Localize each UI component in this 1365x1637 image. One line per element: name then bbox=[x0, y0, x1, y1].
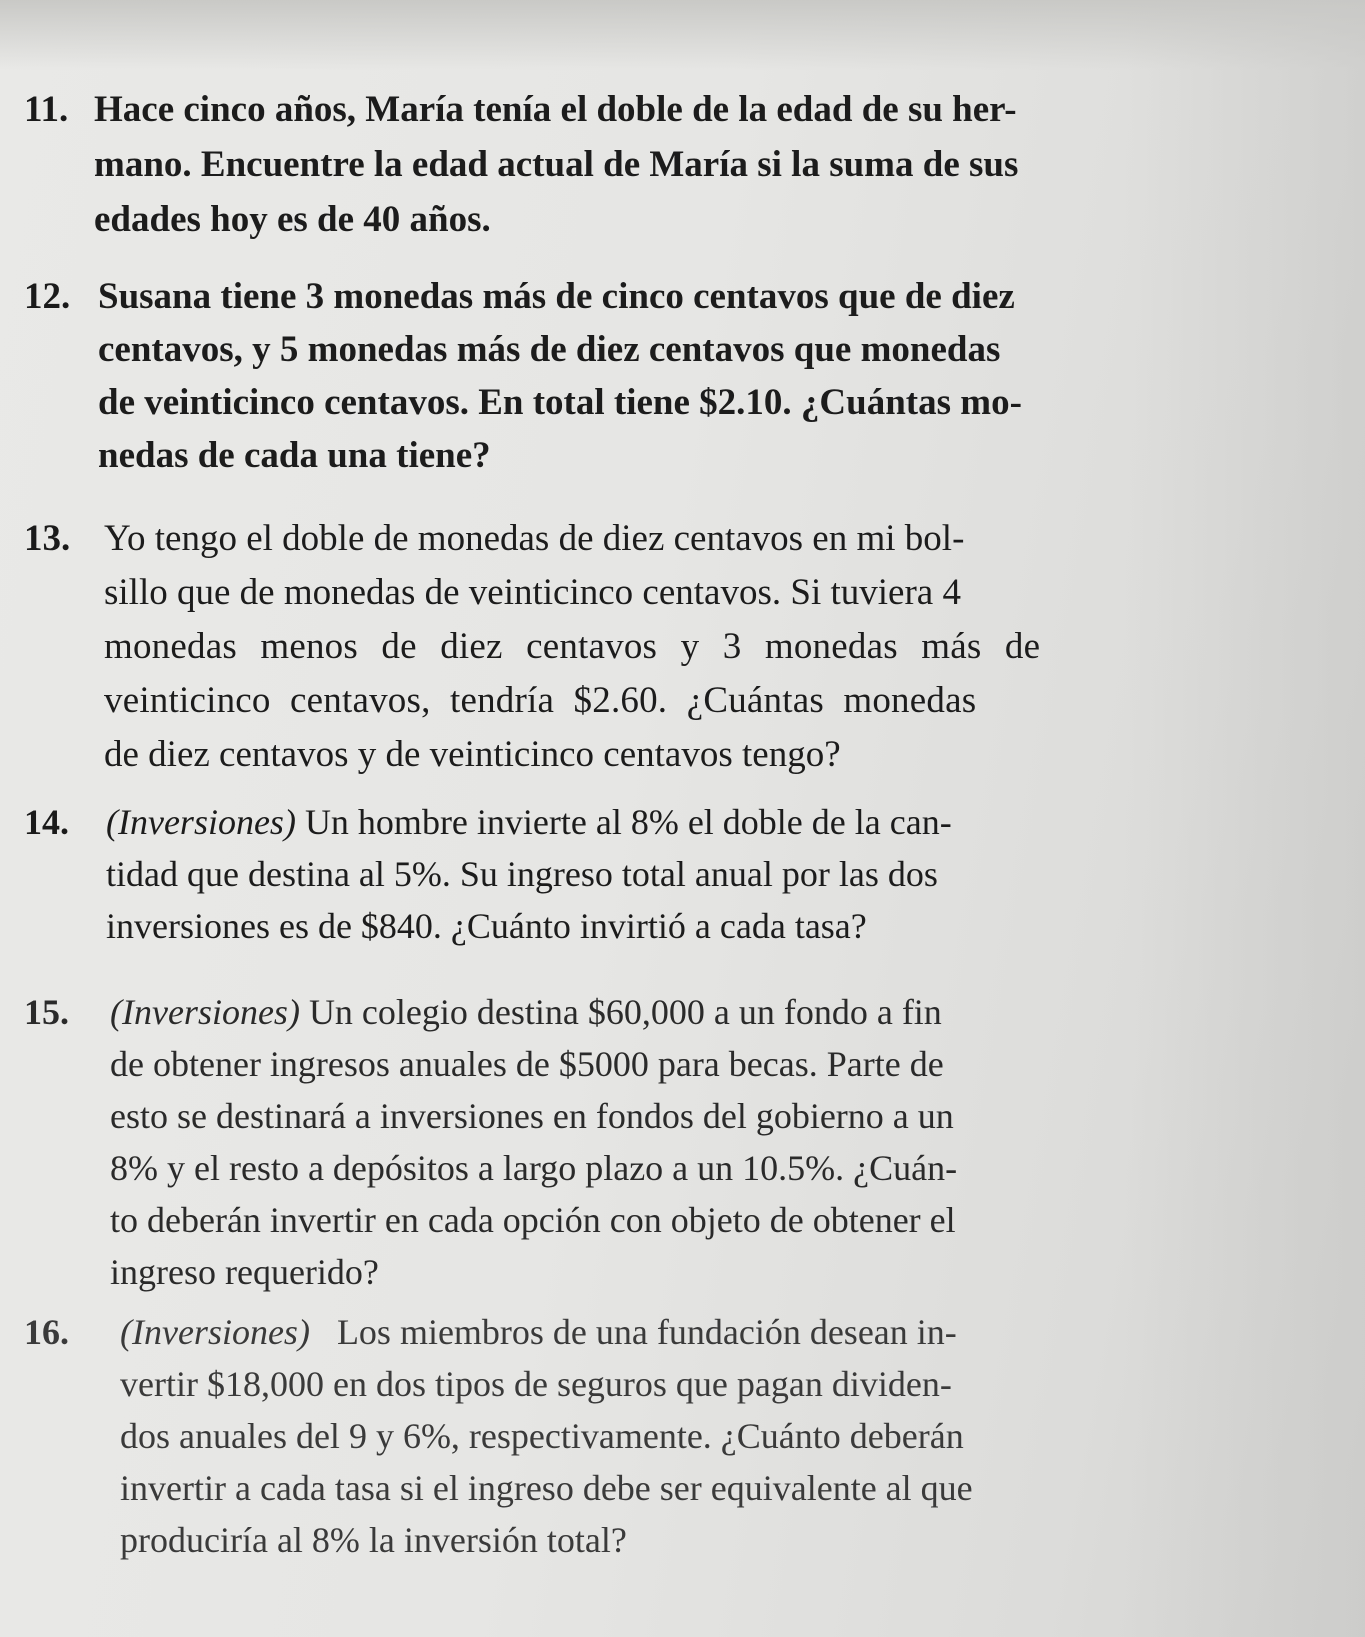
text-line: to deberán invertir en cada opción con objeto de obtener el bbox=[110, 1200, 956, 1240]
text-line: inversiones es de $840. ¿Cuánto invirtió a cada tasa? bbox=[106, 906, 867, 946]
first-line-rest: Los miembros de una fundación desean in- bbox=[309, 1312, 957, 1352]
text-line: produciría al 8% la inversión total? bbox=[120, 1520, 627, 1560]
topic-label: (Inversiones) bbox=[110, 992, 300, 1032]
first-text-line bbox=[110, 986, 957, 1038]
topic-label: (Inversiones) bbox=[120, 1312, 310, 1352]
problem-number: 16. bbox=[24, 1312, 69, 1352]
text-line: ingreso requerido? bbox=[110, 1252, 379, 1292]
topic-label: (Inversiones) bbox=[106, 802, 296, 842]
text-line: Susana tiene 3 monedas más de cinco centavos que de diez bbox=[98, 276, 1015, 317]
text-line: veinticinco centavos, tendría $2.60. ¿Cuántas monedas bbox=[104, 680, 977, 721]
text-line: mano. Encuentre la edad actual de María si la suma de sus bbox=[94, 144, 1019, 185]
problem-text bbox=[106, 796, 952, 952]
problem-text bbox=[110, 986, 957, 1298]
text-line: invertir a cada tasa si el ingreso debe ser equivalente al que bbox=[120, 1468, 973, 1508]
text-line: nedas de cada una tiene? bbox=[98, 435, 491, 476]
text-line: centavos, y 5 monedas más de diez centavos que monedas bbox=[98, 329, 1001, 370]
text-line: edades hoy es de 40 años. bbox=[94, 199, 491, 240]
first-text-line bbox=[120, 1306, 973, 1358]
text-line: de veinticinco centavos. En total tiene $2.10. ¿Cuántas mo- bbox=[98, 382, 1022, 423]
first-text-line bbox=[106, 796, 952, 848]
first-line-rest: Un hombre invierte al 8% el doble de la can- bbox=[295, 802, 952, 842]
problem-number: 14. bbox=[24, 802, 69, 842]
text-line: esto se destinará a inversiones en fondos del gobierno a un bbox=[110, 1096, 954, 1136]
text-line: vertir $18,000 en dos tipos de seguros que pagan dividen- bbox=[120, 1364, 952, 1404]
right-shade bbox=[1125, 0, 1365, 1637]
text-line: sillo que de monedas de veinticinco centavos. Si tuviera 4 bbox=[104, 572, 961, 613]
text-line: dos anuales del 9 y 6%, respectivamente. ¿Cuánto deberán bbox=[120, 1416, 964, 1456]
text-line: de obtener ingresos anuales de $5000 para becas. Parte de bbox=[110, 1044, 944, 1084]
first-line-rest: Un colegio destina $60,000 a un fondo a fin bbox=[299, 992, 942, 1032]
text-line: de diez centavos y de veinticinco centavos tengo? bbox=[104, 734, 841, 775]
problem-text bbox=[120, 1306, 973, 1566]
text-line: 8% y el resto a depósitos a largo plazo a un 10.5%. ¿Cuán- bbox=[110, 1148, 958, 1188]
problem-number: 11. bbox=[24, 89, 69, 130]
text-line: Yo tengo el doble de monedas de diez centavos en mi bol- bbox=[104, 518, 965, 559]
problem-text bbox=[98, 270, 1022, 482]
problem-number: 12. bbox=[24, 276, 71, 317]
problem-text bbox=[94, 82, 1018, 247]
text-line: tidad que destina al 5%. Su ingreso total anual por las dos bbox=[106, 854, 938, 894]
problem-number: 15. bbox=[24, 992, 69, 1032]
text-line: Hace cinco años, María tenía el doble de la edad de su her- bbox=[94, 89, 1017, 130]
problem-number: 13. bbox=[24, 518, 71, 559]
problem-text bbox=[104, 512, 1040, 782]
text-line: monedas menos de diez centavos y 3 monedas más de bbox=[104, 626, 1041, 667]
